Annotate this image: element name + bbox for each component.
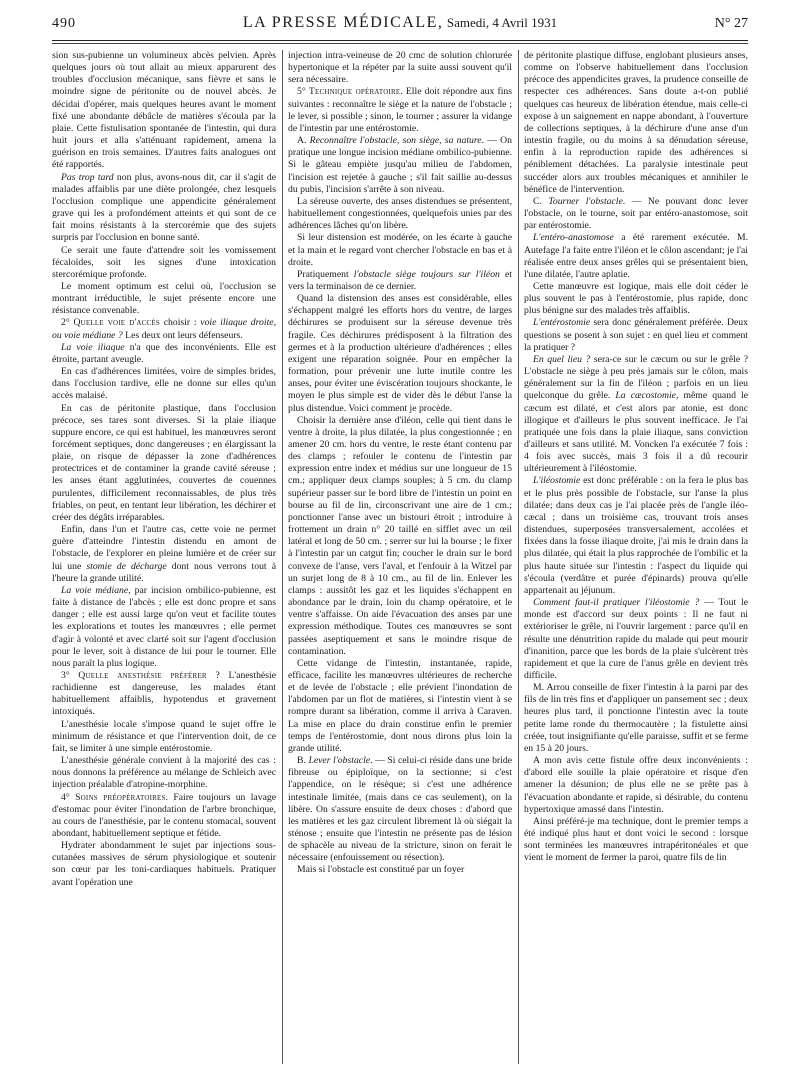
column-rule (282, 50, 283, 1064)
paragraph: L'entéro-anastomose a été rarement exécutée. M. Autefage l'a faite entre l'iléon et le côlon ascendant; je l'ai réalisée entre deux anses grêles qui se présentaient bien, l'une dilatée, l'autre aplatie. (524, 232, 748, 280)
paragraph: Le moment optimum est celui où, l'occlusion se montrant irréductible, le sujet présente encore une résistance convenable. (52, 280, 276, 317)
column-middle (288, 50, 512, 1064)
paragraph: L'anesthésie générale convient à la majorité des cas : nous donnons la préférence au mélange de Schleich avec injection préalable d'atropine-morphine. (52, 755, 276, 791)
paragraph: L'anesthésie locale s'impose quand le sujet offre le minimum de résistance et que l'intervention doit, de ce fait, se limiter à une simple entérostomie. (52, 718, 276, 754)
page-header (52, 14, 748, 36)
paragraph: A mon avis cette fistule offre deux inconvénients : d'abord elle souille la plaie opératoire et risque d'en amener la désunion; de plus elle ne se prête pas à l'évacuation abondante et rapide, si désirable, du contenu hypertoxique amassé dans l'intestin. (524, 755, 748, 815)
paragraph: Choisir la dernière anse d'iléon, celle qui tient dans le ventre à droite, la plus dilatée, la plus congestionnée ; en amener 20 cm. hors du ventre, le reste étant contenu par des clamps ; refouler le contenu de l'intestin par expression entre index et médius sur une longueur de 15 cm.; appliquer deux clamps souples; à 5 cm. du clamp supérieur passer sur le bord libre de l'intestin un point en bourse au fil de lin, circonscrivant une aire de 1 cm.; ponctionner l'anse avec un bistouri étroit ; introduire à frottement un drain n° 20 taillé en sifflet avec un œil latéral et long de 50 cm. ; serrer sur lui la bourse ; le fixer à l'intestin par un catgut fin; coucher le drain sur le bord convexe de l'anse, vers l'aval, et l'enfouir à la Witzel par un surjet long de 8 à 10 cm., au fil de lin. Enlever les clamps : aussitôt les gaz et les liquides s'échappent en abondance par le drain, loin du champ opératoire, et le ventre s'affaisse. On aide l'évacuation des anses par une expression méthodique. Toutes ces manœuvres se sont passées aseptiquement et sans le moindre risque de contamination. (288, 414, 512, 657)
issue-date: Samedi, 4 Avril 1931 (446, 15, 558, 30)
page-number: 490 (52, 16, 76, 31)
paragraph: M. Arrou conseille de fixer l'intestin à la paroi par des fils de lin très fins et d'appliquer un pansement sec ; deux heures plus tard, il ponctionne l'intestin avec la toute petite lame ronde du thermocautère ; la fistulette ainsi créée, tout insignifiante qu'elle paraisse, suffit et se ferme en 15 à 20 jours. (524, 682, 748, 754)
paragraph: Si leur distension est modérée, on les écarte à gauche et la main et le regard vont chercher l'obstacle en bas et à droite. (288, 232, 512, 268)
publication-name: LA PRESSE MÉDICALE, (242, 14, 444, 31)
paragraph: 4° Soins préopératoires. Faire toujours un lavage d'estomac pour éviter l'inondation de l'arbre bronchique, au cours de l'anesthésie, par le contenu stomacal, souvent abondant, habituellement septique et fétide. (52, 791, 276, 839)
paragraph: En cas de péritonite plastique, dans l'occlusion précoce, ses tares sont diverses. Si la plaie iliaque suppure encore, ce qui est habituel, les manœuvres seront forcément septiques, donc dangereuses ; en élargissant la plaie, on risque de dépasser la zone d'adhérences protectrices et de contaminer la grande cavité séreuse ; les anses étant agglutinées, couvertes de couennes purulentes, difficilement reconnaissables, de plus très friables, on peut, en tentant leur libération, les déchirer et créer des dégâts irréparables. (52, 402, 276, 523)
paragraph: 3° Quelle anesthésie préférer ? L'anesthésie rachidienne est dangereuse, les malades étant habituellement affaiblis, hypotendus et gravement intoxiqués. (52, 669, 276, 718)
paragraph: de péritonite plastique diffuse, englobant plusieurs anses, comme on l'observe habituellement dans l'occlusion précoce des appendicites graves, la prudence conseille de respecter ces adhérences. Sans doute a-t-on publié quelques cas heureux de libération étendue, mais celle-ci expose à un saignement en nappe abondant, à l'ouverture de collections septiques, à la déchirure d'une anse d'un intestin fragile, ou du moins à sa dénudation séreuse, enfin à la reproduction rapide des adhérences si péniblement détachées. La paralysie intestinale peut succéder alors aux troubles mécaniques et annihiler le bénéfice de l'intervention. (524, 50, 748, 195)
paragraph: 5° Technique opératoire. Elle doit répondre aux fins suivantes : reconnaître le siège et la nature de l'obstacle ; le lever, si possible ; sinon, le tourner ; assurer la vidange de l'intestin par une entérostomie. (288, 86, 512, 134)
column-rule (518, 50, 519, 1064)
paragraph: Ce serait une faute d'attendre soit les vomissement fécaloïdes, soit les signes d'une intoxication stercorémique profonde. (52, 244, 276, 280)
column-left (52, 50, 276, 1064)
paragraph: sion sus-pubienne un volumineux abcès pelvien. Après quelques jours où tout allait au mieux apparurent des troubles d'occlusion mécanique, sans fièvre et sans le moindre signe de péritonite ou de nouvel abcès. Je décidai d'opérer, mais quelques heures avant le moment fixé une abondante débâcle de matières s'écoula par la plaie. Cette fistulisation spontanée de l'intestin, qui dura huit jours et alla s'atténuant rapidement, amena la guérison en trois semaines. D'autres faits analogues ont été rapportés. (52, 50, 276, 171)
paragraph: L'iléostomie est donc préférable : on la fera le plus bas et le plus près possible de l'obstacle, sur l'anse la plus dilatée; dans deux cas je l'ai placée près de l'angle iléo-cæcal ; dans un troisième cas, trouvant trois anses distendues, superposées transversalement, accolées et fixées dans la fosse iliaque droite, j'ai mis le drain dans la plus dilatée, qui était la plus rapprochée de l'ombilic et la plus haute située sur l'intestin : l'aspect du liquide qui s'écoula (verdâtre et purée d'épinards) prouva qu'elle appartenait au jéjunum. (524, 475, 748, 596)
paragraph: C. Tourner l'obstacle. — Ne pouvant donc lever l'obstacle, on le tourne, soit par entéro-anastomose, soit par entérostomie. (524, 195, 748, 232)
paragraph: Cette vidange de l'intestin, instantanée, rapide, efficace, facilite les manœuvres ultérieures de recherche et de levée de l'obstacle ; elle prévient l'inondation de l'abdomen par un flot de matières, si l'intestin vient à se rompre durant sa libération, comme il arriva à Caraven. La mise en place du drain constitue enfin le premier temps de l'entérostomie, dont nous dirons plus loin la grande utilité. (288, 657, 512, 754)
paragraph: 2° Quelle voie d'accès choisir : voie iliaque droite, ou voie médiane ? Les deux ont leurs défenseurs. (52, 317, 276, 341)
paragraph: Quand la distension des anses est considérable, elles s'échappent malgré les efforts hors du ventre, de larges déchirures se produisent sur la séreuse devenue très fragile. Ces déchirures prédisposent à la filtration des germes et à la production ultérieure d'adhérences ; elles exigent une réparation soignée. Pour en empêcher la formation, pour prévenir une lutte inutile contre les anses, pour éviter une éviscération toujours shockante, le moyen le plus simple est de vider dès le début l'anse la plus distendue. Voici comment je procède. (288, 293, 512, 414)
paragraph: En quel lieu ? sera-ce sur le cæcum ou sur le grêle ? L'obstacle ne siège à peu près jamais sur le côlon, mais généralement sur la fin de l'iléon ; parfois en un lieu quelconque du grêle. La cæcostomie, même quand le cæcum est dilaté, et c'est alors par atonie, est donc illogique et d'ailleurs le plus souvent inefficace. Je l'ai pratiquée une fois dans la plaie iliaque, sans conviction d'ailleurs et sans utilité. M. Voncken l'a exécutée 7 fois : 4 fois avec succès, mais 3 fois il a dû recourir ultérieurement à l'iléostomie. (524, 353, 748, 475)
header-rule-thin (52, 43, 748, 44)
paragraph: Enfin, dans l'un et l'autre cas, cette voie ne permet guère d'atteindre l'intestin distendu en amont de l'obstacle, de l'explorer en pleine lumière et de créer sur lui une stomie de décharge dont nous verrons tout à l'heure la grande utilité. (52, 524, 276, 584)
column-right (524, 50, 748, 1064)
paragraph: Pas trop tard non plus, avons-nous dit, car il s'agit de malades affaiblis par une diète prolongée, chez lesquels l'occlusion complique une appendicite généralement grave qui les a profondément atteints et qui sont de ce fait moins résistants à la stercorémie que des sujets surpris par l'occlusion en bonne santé. (52, 171, 276, 244)
header-rule (52, 40, 748, 41)
paragraph: Mais si l'obstacle est constitué par un foyer (297, 864, 465, 876)
paragraph: B. Lever l'obstacle. — Si celui-ci réside dans une bride fibreuse ou épiploïque, on la sectionne; si c'est l'appendice, on le résèque; si c'est une adhérence intestinale limitée, (mais dans ce cas seulement), on la libère. On s'assure ensuite de deux choses : d'abord que les matières et les gaz circulent librement là où siégait la sténose ; ensuite que l'intestin ne présente pas de lésion de sphacèle au niveau de la stricture, sinon on ferait le nécessaire (enfouissement ou résection). (288, 755, 512, 864)
paragraph: La séreuse ouverte, des anses distendues se présentent, habituellement congestionnées, quelquefois unies par des adhérences lâches qu'on libère. (288, 195, 512, 232)
paragraph: injection intra-veineuse de 20 cmc de solution chlorurée hypertonique et la répéter par la suite aussi souvent qu'il sera nécessaire. (288, 50, 512, 86)
issue-number: N° 27 (714, 16, 748, 31)
paragraph: Ainsi préféré-je ma technique, dont le premier temps a été indiqué plus haut et dont voici le second : lorsque sont terminées les manœuvres intrapéritonéales et que vient le moment de fermer la paroi, quatre fils de lin (524, 815, 748, 864)
paragraph: A. Reconnaître l'obstacle, son siège, sa nature. — On pratique une longue incision médiane ombilico-pubienne. Si le gâteau empiète jusqu'au milieu de l'abdomen, l'incision est rejetée à gauche ; s'il fait saillie au-dessus du pubis, l'incision s'arrête à son niveau. (288, 135, 512, 195)
paragraph: Cette manœuvre est logique, mais elle doit céder le plus souvent le pas à l'entérostomie, plus rapide, donc plus bénigne sur des malades très affaiblis. (524, 280, 748, 317)
paragraph: En cas d'adhérences limitées, voire de simples brides, dans l'occlusion tardive, elle ne donne sur elles qu'un accès malaisé. (52, 366, 276, 402)
paragraph: La voie médiane, par incision ombilico-pubienne, est faite à distance de l'abcès ; elle est donc propre et sans danger ; elle est aussi large qu'on veut et facilite toutes les explorations et toutes les manœuvres ; elle permet d'agir à volonté et avec clarté soit sur l'agent d'occlusion pour le lever, soit à distance de lui pour le tourner. Elle nous paraît la plus logique. (52, 584, 276, 669)
masthead (142, 14, 658, 32)
paragraph: L'entérostomie sera donc généralement préférée. Deux questions se posent à son sujet : en quel lieu et comment la pratiquer ? (524, 317, 748, 353)
paragraph: Pratiquement l'obstacle siège toujours sur l'iléon et vers la terminaison de ce dernier. (288, 268, 512, 292)
article-columns (52, 50, 748, 1064)
paragraph: Hydrater abondamment le sujet par injections sous-cutanées massives de sérum physiologique et soutenir son cœur par les toni-cardiaques habituels. Pratiquer avant l'opération une (52, 840, 276, 888)
paragraph: La voie iliaque n'a que des inconvénients. Elle est étroite, partant aveugle. (52, 341, 276, 365)
paragraph: Comment faut-il pratiquer l'iléostomie ? — Tout le monde est d'accord sur deux points : Il ne faut ni extérioriser le grêle, ni l'ouvrir largement : parce qu'il en résulte une dénutrition rapide du malade qui peut mourir d'inanition, parce que les bords de la plaie s'ulcèrent très rapidement et que la cure de l'anus grêle en devient très difficile. (524, 597, 748, 681)
